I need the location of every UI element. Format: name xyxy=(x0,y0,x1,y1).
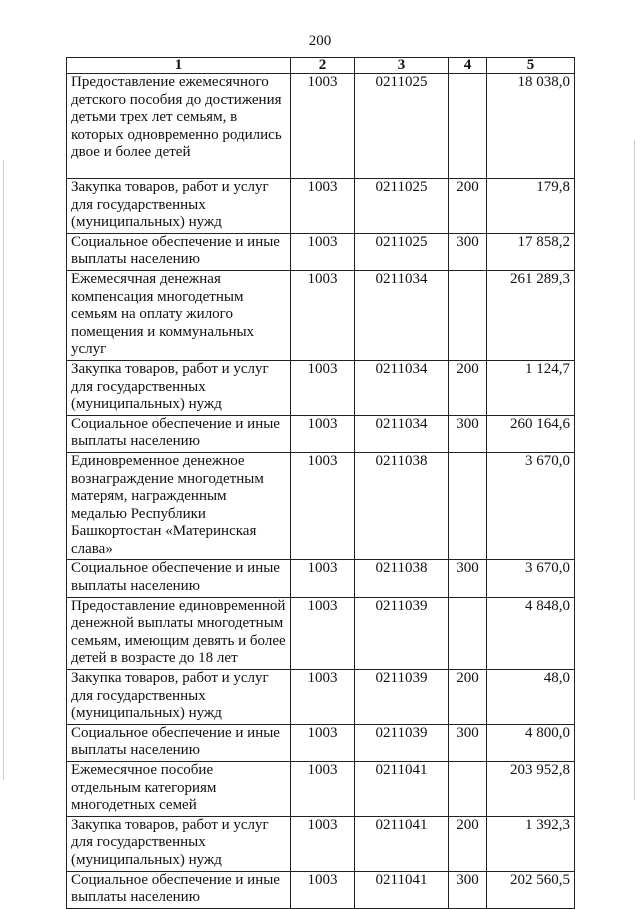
row-name-cell: Социальное обеспечение и иные выплаты населению xyxy=(67,724,291,761)
row-amount-cell: 3 670,0 xyxy=(487,560,575,597)
row-amount-cell: 179,8 xyxy=(487,179,575,234)
row-section-cell: 1003 xyxy=(291,816,355,871)
row-amount-cell: 260 164,6 xyxy=(487,415,575,452)
row-section-cell: 1003 xyxy=(291,762,355,817)
row-amount-cell: 202 560,5 xyxy=(487,871,575,908)
row-article-cell: 0211041 xyxy=(355,816,449,871)
table-row xyxy=(67,179,575,234)
row-expense-type-cell xyxy=(449,597,487,669)
row-section-cell: 1003 xyxy=(291,179,355,234)
row-expense-type-cell xyxy=(449,74,487,179)
row-article-cell: 0211038 xyxy=(355,452,449,560)
row-expense-type-cell xyxy=(449,452,487,560)
column-header-4: 4 xyxy=(449,58,487,74)
row-expense-type-cell: 300 xyxy=(449,415,487,452)
row-name-cell: Социальное обеспечение и иные выплаты населению xyxy=(67,415,291,452)
column-header-5: 5 xyxy=(487,58,575,74)
table-row xyxy=(67,597,575,669)
row-article-cell: 0211039 xyxy=(355,724,449,761)
table-row xyxy=(67,415,575,452)
row-expense-type-cell xyxy=(449,270,487,360)
table-row xyxy=(67,670,575,725)
row-article-cell: 0211025 xyxy=(355,233,449,270)
row-name-cell: Социальное обеспечение и иные выплаты населению xyxy=(67,233,291,270)
row-section-cell: 1003 xyxy=(291,724,355,761)
row-expense-type-cell: 300 xyxy=(449,233,487,270)
row-name-cell: Предоставление ежемесячного детского пособия до достижения детьми трех лет семьям, в которых одновременно родились двое и более детей xyxy=(67,74,291,179)
row-name-cell: Закупка товаров, работ и услуг для государственных (муниципальных) нужд xyxy=(67,360,291,415)
scan-edge-left xyxy=(3,160,4,780)
table-row xyxy=(67,871,575,908)
row-expense-type-cell: 300 xyxy=(449,560,487,597)
row-section-cell: 1003 xyxy=(291,560,355,597)
row-expense-type-cell: 300 xyxy=(449,871,487,908)
row-name-cell: Ежемесячное пособие отдельным категориям многодетных семей xyxy=(67,762,291,817)
table-row xyxy=(67,74,575,179)
row-article-cell: 0211039 xyxy=(355,670,449,725)
row-amount-cell: 17 858,2 xyxy=(487,233,575,270)
column-header-1: 1 xyxy=(67,58,291,74)
row-amount-cell: 1 392,3 xyxy=(487,816,575,871)
row-name-cell: Ежемесячная денежная компенсация многодетным семьям на оплату жилого помещения и коммунальных услуг xyxy=(67,270,291,360)
row-section-cell: 1003 xyxy=(291,670,355,725)
row-name-cell: Социальное обеспечение и иные выплаты населению xyxy=(67,871,291,908)
row-name-cell: Социальное обеспечение и иные выплаты населению xyxy=(67,560,291,597)
row-section-cell: 1003 xyxy=(291,360,355,415)
table-row xyxy=(67,762,575,817)
row-amount-cell: 4 800,0 xyxy=(487,724,575,761)
row-article-cell: 0211038 xyxy=(355,560,449,597)
row-expense-type-cell: 200 xyxy=(449,360,487,415)
row-article-cell: 0211034 xyxy=(355,360,449,415)
row-section-cell: 1003 xyxy=(291,871,355,908)
row-article-cell: 0211041 xyxy=(355,871,449,908)
row-expense-type-cell: 300 xyxy=(449,724,487,761)
row-amount-cell: 261 289,3 xyxy=(487,270,575,360)
row-expense-type-cell: 200 xyxy=(449,816,487,871)
table-row xyxy=(67,452,575,560)
row-amount-cell: 18 038,0 xyxy=(487,74,575,179)
row-expense-type-cell: 200 xyxy=(449,179,487,234)
row-amount-cell: 4 848,0 xyxy=(487,597,575,669)
table-row xyxy=(67,233,575,270)
row-section-cell: 1003 xyxy=(291,233,355,270)
row-amount-cell: 48,0 xyxy=(487,670,575,725)
table-row xyxy=(67,360,575,415)
row-article-cell: 0211034 xyxy=(355,415,449,452)
row-section-cell: 1003 xyxy=(291,597,355,669)
row-article-cell: 0211041 xyxy=(355,762,449,817)
table-row xyxy=(67,816,575,871)
row-amount-cell: 3 670,0 xyxy=(487,452,575,560)
row-name-cell: Закупка товаров, работ и услуг для государственных (муниципальных) нужд xyxy=(67,670,291,725)
row-amount-cell: 203 952,8 xyxy=(487,762,575,817)
budget-table xyxy=(66,57,575,909)
row-article-cell: 0211034 xyxy=(355,270,449,360)
row-section-cell: 1003 xyxy=(291,415,355,452)
row-article-cell: 0211025 xyxy=(355,74,449,179)
table-body xyxy=(67,74,575,909)
column-header-3: 3 xyxy=(355,58,449,74)
table-row xyxy=(67,560,575,597)
row-article-cell: 0211039 xyxy=(355,597,449,669)
row-name-cell: Предоставление единовременной денежной выплаты многодетным семьям, имеющим девять и более детей в возрасте до 18 лет xyxy=(67,597,291,669)
page-number: 200 xyxy=(308,33,332,49)
row-expense-type-cell xyxy=(449,762,487,817)
table-row xyxy=(67,724,575,761)
row-expense-type-cell: 200 xyxy=(449,670,487,725)
row-amount-cell: 1 124,7 xyxy=(487,360,575,415)
row-name-cell: Закупка товаров, работ и услуг для государственных (муниципальных) нужд xyxy=(67,816,291,871)
row-article-cell: 0211025 xyxy=(355,179,449,234)
header-row xyxy=(67,58,575,74)
column-header-2: 2 xyxy=(291,58,355,74)
row-section-cell: 1003 xyxy=(291,74,355,179)
row-section-cell: 1003 xyxy=(291,270,355,360)
row-section-cell: 1003 xyxy=(291,452,355,560)
row-name-cell: Единовременное денежное вознаграждение многодетным матерям, награжденным медалью Республики Башкортостан «Материнская слава» xyxy=(67,452,291,560)
scan-edge-right xyxy=(634,140,635,800)
table-row xyxy=(67,270,575,360)
row-name-cell: Закупка товаров, работ и услуг для государственных (муниципальных) нужд xyxy=(67,179,291,234)
